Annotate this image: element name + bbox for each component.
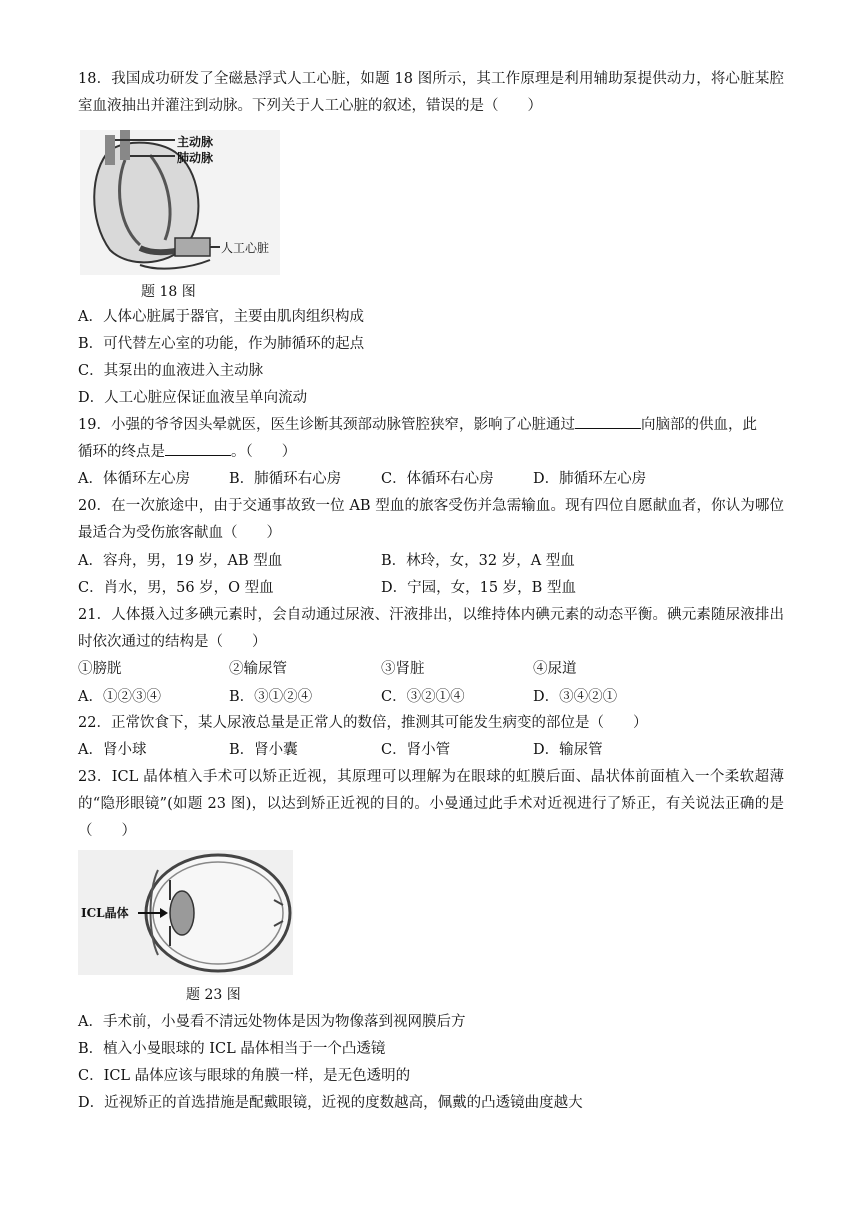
question-19-stem-part-2: 向脑部的供血，此	[640, 417, 757, 433]
question-21-option-d: D．③④②①	[533, 689, 618, 705]
question-19-option-b: B．肺循环右心房	[229, 471, 342, 487]
question-20-stem: 20．在一次旅途中，由于交通事故致一位 AB 型血的旅客受伤并急需输血。现有四位自愿献血者，你认为哪位最适合为受伤旅客献血（ ）	[78, 498, 784, 541]
question-23-option-c: C．ICL 晶体应该与眼球的角膜一样，是无色透明的	[78, 1068, 411, 1084]
question-19-option-c: C．体循环右心房	[381, 471, 494, 487]
answer-blank-2	[165, 441, 231, 456]
question-20-option-c: C．肖水，男，56 岁，O 型血	[78, 580, 274, 596]
question-19-stem	[78, 412, 784, 466]
question-22-option-c: C．肾小管	[381, 742, 451, 758]
question-23-option-b: B．植入小曼眼球的 ICL 晶体相当于一个凸透镜	[78, 1041, 386, 1057]
question-22-option-b: B．肾小囊	[229, 742, 298, 758]
question-22-option-d: D．输尿管	[533, 742, 603, 758]
question-18-option-c: C．其泵出的血液进入主动脉	[78, 363, 264, 379]
question-18-stem: 18．我国成功研发了全磁悬浮式人工心脏，如题 18 图所示，其工作原理是利用辅助泵提供动力，将心脏某腔室血液抽出并灌注到动脉。下列关于人工心脏的叙述，错误的是（ ）	[78, 71, 784, 114]
answer-blank-1	[575, 414, 641, 429]
question-19-option-a: A．体循环左心房	[78, 471, 190, 487]
question-21-stem: 21．人体摄入过多碘元素时，会自动通过尿液、汗液排出，以维持体内碘元素的动态平衡。碘元素随尿液排出时依次通过的结构是（ ）	[78, 607, 784, 650]
question-19-stem-part-4: 。（ ）	[231, 444, 297, 460]
question-18-option-b: B．可代替左心室的功能，作为肺循环的起点	[78, 336, 365, 352]
question-20-option-b: B．林玲，女，32 岁，A 型血	[381, 553, 575, 569]
question-21-item-1: ①膀胱	[78, 661, 122, 677]
question-23-option-a: A．手术前，小曼看不清远处物体是因为物像落到视网膜后方	[78, 1014, 466, 1030]
eye-icl-figure	[78, 850, 293, 975]
question-23-option-d: D．近视矫正的首选措施是配戴眼镜，近视的度数越高，佩戴的凸透镜曲度越大	[78, 1095, 583, 1111]
aorta-label: 主动脉	[177, 135, 214, 149]
icl-lens-label: ICL晶体	[81, 906, 129, 920]
question-20-option-d: D．宁园，女，15 岁，B 型血	[381, 580, 576, 596]
question-21-item-3: ③肾脏	[381, 661, 425, 677]
question-21-option-c: C．③②①④	[381, 689, 465, 705]
question-21-item-2: ②输尿管	[229, 661, 287, 677]
question-23-stem: 23．ICL 晶体植入手术可以矫正近视，其原理可以理解为在眼球的虹膜后面、晶状体前面植入一个柔软超薄的“隐形眼镜”(如题 23 图)，以达到矫正近视的目的。小曼通过此手术对近视进行了矫正，有关说法正确的是（ ）	[78, 769, 784, 839]
question-20-option-a: A．容舟，男，19 岁，AB 型血	[78, 553, 283, 569]
artificial-heart-figure	[80, 130, 280, 275]
question-19-stem-part-3: 循环的终点是	[78, 444, 165, 460]
question-22-stem: 22．正常饮食下，某人尿液总量是正常人的数倍，推测其可能发生病变的部位是（ ）	[78, 715, 648, 731]
figure-23-caption: 题 23 图	[186, 987, 241, 1003]
question-21-item-4: ④尿道	[533, 661, 577, 677]
pulmonary-artery-label: 肺动脉	[177, 151, 214, 165]
artificial-heart-label: 人工心脏	[221, 241, 270, 255]
question-18-option-a: A．人体心脏属于器官，主要由肌肉组织构成	[78, 309, 364, 325]
figure-18-caption: 题 18 图	[141, 284, 196, 300]
question-18-option-d: D．人工心脏应保证血液呈单向流动	[78, 390, 308, 406]
question-19-option-d: D．肺循环左心房	[533, 471, 647, 487]
question-22-option-a: A．肾小球	[78, 742, 147, 758]
question-19-stem-part-1: 19．小强的爷爷因头晕就医，医生诊断其颈部动脉管腔狭窄，影响了心脏通过	[78, 417, 575, 433]
question-21-option-b: B．③①②④	[229, 689, 313, 705]
question-21-option-a: A．①②③④	[78, 689, 161, 705]
